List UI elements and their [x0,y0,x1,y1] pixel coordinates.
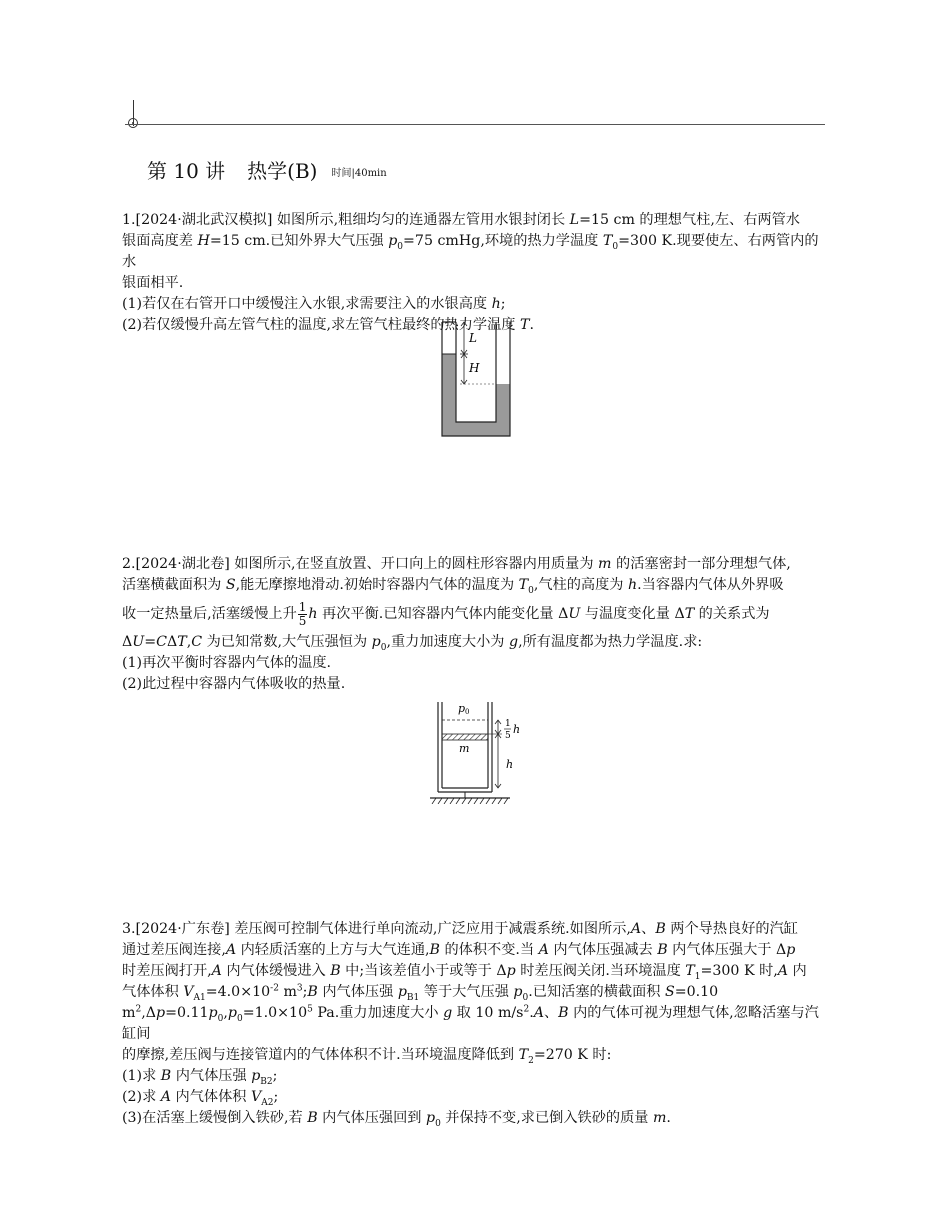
q2-stem: 2.[2024·湖北卷] 如图所示,在竖直放置、开口向上的圆柱形容器内用质量为 m 的活塞密封一部分理想气体, 活塞横截面积为 S,能无摩擦地滑动.初始时容器内气体的温度为 $T_0$,气柱的高度为 h.当容器内气体从外界吸 [122,556,791,596]
q2-stem-line-3: 收一定热量后,活塞缓慢上升 $\frac{1}{5}$ h 再次平衡.已知容器内气体内能变化量 ΔU 与温度变化量 ΔT 的关系式为 [122,599,770,628]
lesson-topic: 热学(B) [247,159,318,183]
piston [442,734,488,740]
fig-label-m: m [459,742,470,755]
fig-label-h-small: h [513,723,521,736]
q3-part-2: (2)求 A 内气体体积 $V_{A2}$; [122,1089,279,1108]
binding-mark-icon [128,118,138,128]
fig-label-p0-sub: 0 [465,708,470,716]
header-rule [125,124,825,125]
lesson-number: 第 10 讲 [147,159,226,183]
q1-part-1: (1)若仅在右管开口中缓慢注入水银,求需要注入的水银高度 h; [122,296,506,312]
fig-label-L: L [469,331,477,345]
q2-figure-cylinder [426,698,526,804]
q3-part-3: (3)在活塞上缓慢倒入铁砂,若 B 内气体压强回到 $p_0$ 并保持不变,求已倒入铁砂的质量 m. [122,1110,671,1129]
fig-label-H: H [469,361,480,375]
q1-part-2: (2)若仅缓慢升高左管气柱的温度,求左管气柱最终的热力学温度 T. [122,317,534,333]
page-title [147,155,387,184]
fig-frac-num: 1 [505,719,511,729]
fig-label-h: h [506,758,514,771]
q2-stem-line-4: ΔU=CΔT,C 为已知常数,大气压强恒为 $p_0$,重力加速度大小为 g,所有温度都为热力学温度.求: [122,634,703,653]
question-3 [122,919,830,1129]
q1-stem: 1.[2024·湖北武汉模拟] 如图所示,粗细均匀的连通器左管用水银封闭长 L=15 cm 的理想气柱,左、右两管水 银面高度差 H=15 cm.已知外界大气压强 $p_0=75$ cmHg,环境的热力学温度 $T_0=300$ K.现要使左、右两管内的水 银面相平. [122,212,819,291]
fig-frac-den: 5 [505,731,511,741]
q3-stem: 3.[2024·广东卷] 差压阀可控制气体进行单向流动,广泛应用于减震系统.如图所示,A、B 两个导热良好的汽缸 通过差压阀连接,A 内轻质活塞的上方与大气连通,B 的体积不变.当 A 内气体压强减去 B 内气体压强大于 Δp 时差压阀打开,A 内气体缓慢进入 B 中;当该差值小于或等于 Δp 时差压阀关闭.当环境温度 $T_1=300$ K 时,A 内 气体体积 $V_{A1}=4.0\times 10^{-2}$ $m^3;B$ 内气体压强 $p_{B1}$ 等于大气压强 $p_0$.已知活塞的横截面积 S=0.10 $m^2,\Delta p=0.11p_0,p_0=1.0\times 10^5$ Pa.重力加速度大小 g 取 10 $m/s^2.A$、B 内的气体可视为理想气体,忽略活塞与汽缸间 的摩擦,差压阀与连接管道内的气体体积不计.当环境温度降低到 $T_2=270$ K 时: [122,921,819,1066]
fraction-one-fifth: $\frac{1}{5}$ [298,599,307,628]
fig-label-p0: p [458,702,466,715]
time-limit: 时间|40min [331,168,387,179]
q2-part-1: (1)再次平衡时容器内气体的温度. [122,655,332,671]
q2-part-2: (2)此过程中容器内气体吸收的热量. [122,676,346,692]
q3-part-1: (1)求 B 内气体压强 $p_{B2}$; [122,1068,278,1087]
question-2 [122,554,830,695]
q1-figure-u-tube [430,318,520,440]
